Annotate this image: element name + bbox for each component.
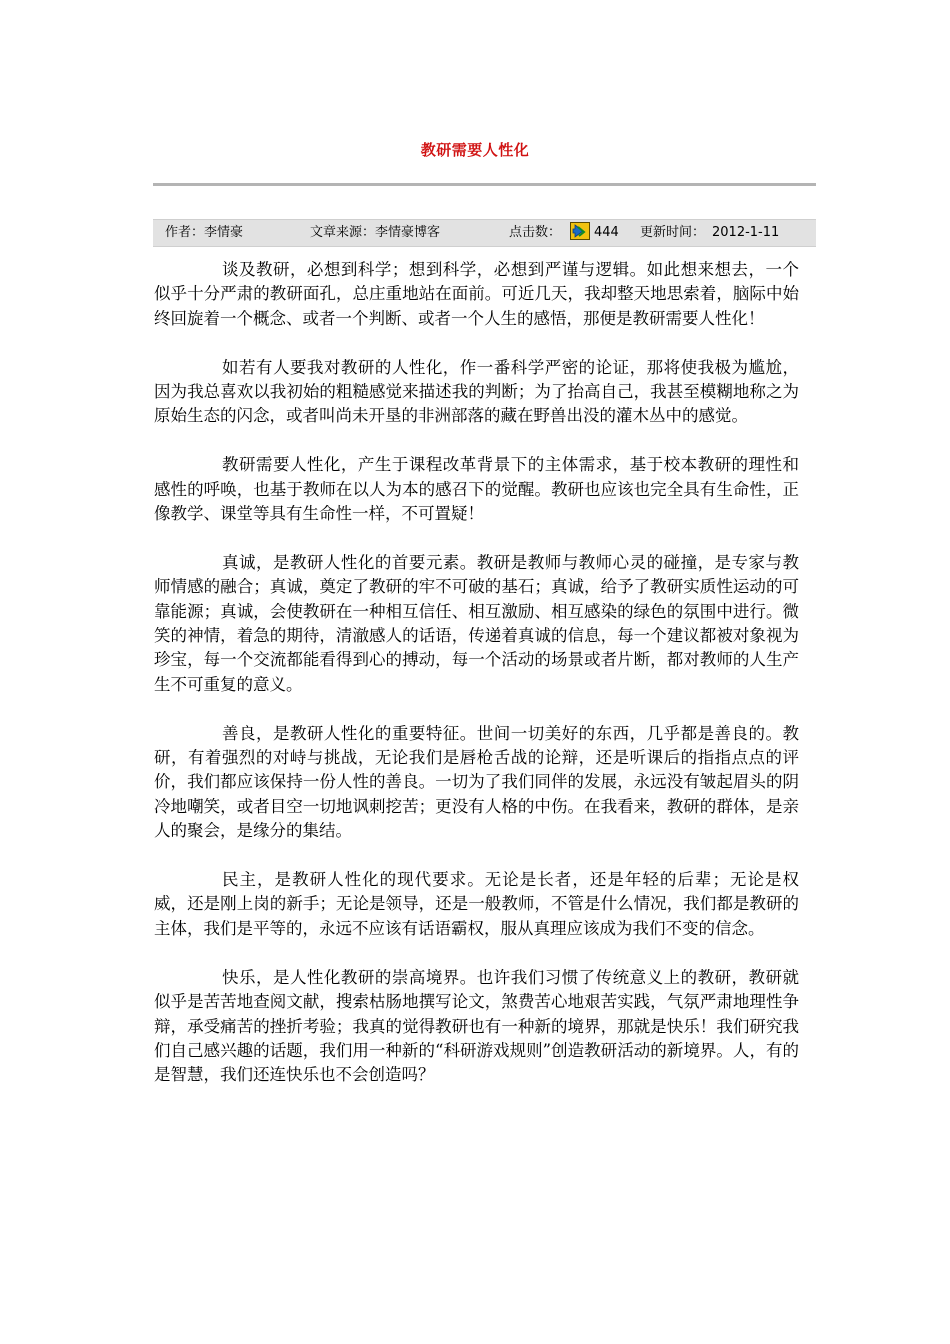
paragraph: 快乐，是人性化教研的崇高境界。也许我们习惯了传统意义上的教研，教研就似乎是苦苦地查阅文献，搜索枯肠地撰写论文，煞费苦心地艰苦实践，气氛严肃地理性争辩，承受痛苦的挫折考验；我真的觉得教研也有一种新的境界，那就是快乐！我们研究我们自己感兴趣的话题，我们用一种新的“科研游戏规则”创造教研活动的新境界。人，有的是智慧，我们还连快乐也不会创造吗？ (154, 967, 799, 1085)
meta-clicks-label: 点击数： (509, 225, 562, 240)
meta-author: 作者：李情豪 (165, 225, 244, 240)
arrow-badge-icon (570, 222, 590, 240)
paragraph: 谈及教研，必想到科学；想到科学，必想到严谨与逻辑。如此想来想去，一个似乎十分严肃的教研面孔，总庄重地站在面前。可近几天，我却整天地思索着，脑际中始终回旋着一个概念、或者一个判断、或者一个人生的感悟，那便是教研需要人性化！ (154, 260, 799, 328)
paragraph: 教研需要人性化，产生于课程改革背景下的主体需求，基于校本教研的理性和感性的呼唤，也基于教师在以人为本的感召下的觉醒。教研也应该也完全具有生命性，正像教学、课堂等具有生命性一样，不可置疑！ (154, 455, 799, 524)
paragraph: 善良，是教研人性化的重要特征。世间一切美好的东西，几乎都是善良的。教研，有着强烈的对峙与挑战，无论我们是唇枪舌战的论辩，还是听课后的指指点点的评价，我们都应该保持一份人性的善良。一切为了我们同伴的发展，永远没有皱起眉头的阴冷地嘲笑，或者目空一切地讽刺挖苦；更没有人格的中伤。在我看来，教研的群体，是亲人的聚会，是缘分的集结。 (154, 723, 799, 841)
article-body (154, 258, 799, 1112)
title-divider (153, 183, 816, 186)
paragraph: 真诚，是教研人性化的首要元素。教研是教师与教师心灵的碰撞，是专家与教师情感的融合；真诚，奠定了教研的牢不可破的基石；真诚，给予了教研实质性运动的可靠能源；真诚，会使教研在一种相互信任、相互激励、相互感染的绿色的氛围中进行。微笑的神情，着急的期待，清澈感人的话语，传递着真诚的信息，每一个建议都被对象视为珍宝，每一个交流都能看得到心的搏动，每一个活动的场景或者片断，都对教师的人生产生不可重复的意义。 (154, 552, 799, 694)
article-meta-bar (153, 219, 816, 247)
meta-updated-label: 更新时间： (640, 225, 706, 240)
meta-updated-date: 2012-1-11 (712, 225, 780, 240)
article-title: 教研需要人性化 (420, 141, 530, 159)
paragraph: 民主，是教研人性化的现代要求。无论是长者，还是年轻的后辈；无论是权威，还是刚上岗的新手；无论是领导，还是一般教师，不管是什么情况，我们都是教研的主体，我们是平等的，永远不应该有话语霸权，服从真理应该成为我们不变的信念。 (154, 870, 799, 938)
meta-clicks-count: 444 (594, 225, 619, 240)
paragraph: 如若有人要我对教研的人性化，作一番科学严密的论证，那将使我极为尴尬，因为我总喜欢以我初始的粗糙感觉来描述我的判断；为了抬高自己，我甚至模糊地称之为原始生态的闪念，或者叫尚未开垦的非洲部落的藏在野兽出没的灌木丛中的感觉。 (154, 357, 799, 426)
meta-source: 文章来源：李情豪博客 (310, 225, 441, 240)
